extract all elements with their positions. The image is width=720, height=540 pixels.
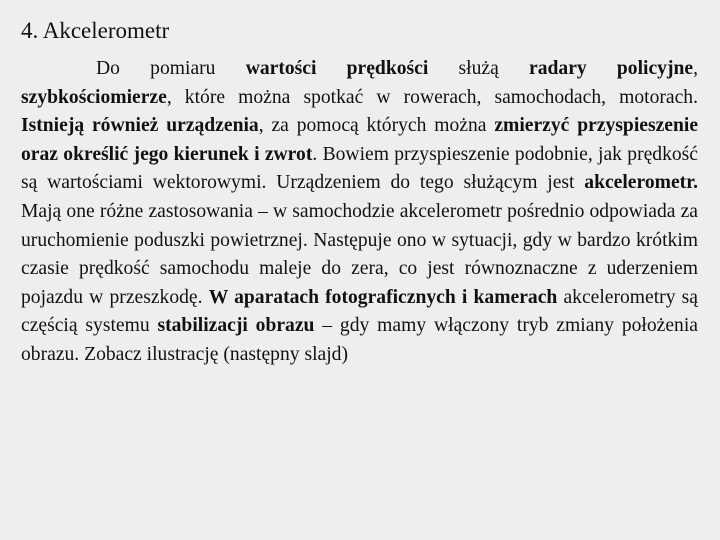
paragraph-text: Mają one różne zastosowania – w samochodzie akcelerometr pośrednio odpowiada za uruchomienie poduszki powietrznej. Następuje ono w sytuacji, gdy w bardzo krótkim czasie prędkość samochodu maleje do zera, co jest równoznaczne z uderzeniem pojazdu w przeszkodę. (21, 200, 698, 308)
emphasized-text: Istnieją również urządzenia (21, 115, 259, 137)
emphasized-text: W aparatach fotograficznych i kamerach (208, 286, 558, 308)
paragraph-text: – gdy mamy włączony tryb zmiany położenia obrazu. Zobacz ilustrację (następny slajd) (21, 315, 698, 365)
paragraph-text: akcelerometry są częścią systemu (21, 286, 698, 337)
emphasized-text: stabilizacji obrazu (157, 315, 315, 337)
slide-title: 4. Akcelerometr (21, 18, 170, 43)
emphasized-text: radary policyjne (529, 58, 694, 79)
emphasized-text: zmierzyć przyspieszenie oraz określić jego kierunek i zwrot (21, 115, 699, 165)
paragraph-text: służą (428, 58, 529, 79)
emphasized-text: wartości prędkości (245, 58, 429, 79)
emphasized-text: szybkościomierze (21, 86, 167, 108)
paragraph-text: , za pomocą których można (258, 115, 495, 137)
paragraph-text: Do pomiaru (96, 58, 246, 79)
slide-body-text (21, 55, 698, 370)
emphasized-text: akcelerometr. (584, 172, 698, 194)
paragraph-text: , które można spotkać w rowerach, samochodach, motorach. (166, 86, 698, 108)
paragraph-text: . Bowiem przyspieszenie podobnie, jak prędkość są wartościami wektorowymi. Urządzeniem do tego służącym jest (21, 143, 698, 194)
paragraph-text: , (693, 58, 698, 79)
